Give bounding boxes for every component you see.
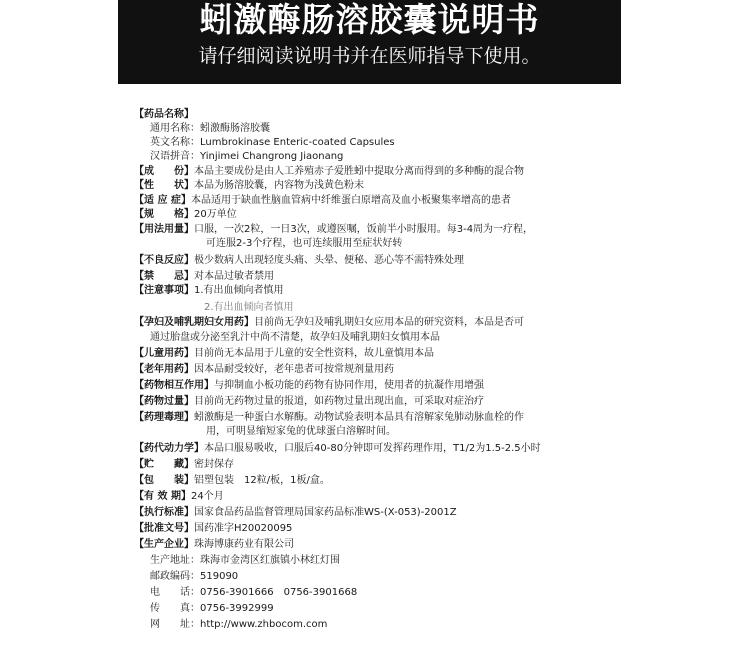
dosage-continued: 可连服2-3个疗程，也可连续服用至症状好转 <box>206 238 403 249</box>
generic-name: 通用名称：蚓激酶肠溶胶囊 <box>150 123 270 134</box>
section-specification: 【规 格】20万单位 <box>134 209 237 220</box>
section-manufacturer: 【生产企业】珠海博康药业有限公司 <box>134 539 294 550</box>
section-pharmacokinetics: 【药代动力学】本品口服易吸收，口服后40-80分钟即可发挥药理作用，T1/2为1.5-2.5小时 <box>134 443 541 454</box>
section-shelf-life: 【有 效 期】24个月 <box>134 491 224 502</box>
section-adverse-reactions: 【不良反应】极少数病人出现轻度头痛、头晕、便秘、恶心等不需特殊处理 <box>134 255 464 266</box>
section-appearance: 【性 状】本品为肠溶胶囊，内容物为浅黄色粉末 <box>134 180 364 191</box>
document-subtitle: 请仔细阅读说明书并在医师指导下使用。 <box>198 45 541 67</box>
document-header <box>118 0 621 84</box>
postal-code: 邮政编码：519090 <box>150 571 239 582</box>
section-pharmacology: 【药理毒理】蚓激酶是一种蛋白水解酶。动物试验表明本品具有溶解家兔肺动脉血栓的作 <box>134 412 524 423</box>
telephone: 电 话：0756-3901666 0756-3901668 <box>150 587 358 598</box>
section-standard: 【执行标准】国家食品药品监督管理局国家药品标准WS-(X-053)-2001Z <box>134 507 457 518</box>
section-ingredients: 【成 份】本品主要成份是由人工养殖赤子爱胜蚓中提取分离而得到的多种酶的混合物 <box>134 166 524 177</box>
precautions-item-2: 2.有出血倾向者慎用 <box>204 302 294 313</box>
section-dosage: 【用法用量】口服，一次2粒，一日3次，或遵医嘱，饭前半小时服用。每3-4周为一疗程， <box>134 224 534 235</box>
section-approval-number: 【批准文号】国药准字H20020095 <box>134 523 293 534</box>
section-geriatric: 【老年用药】因本品耐受较好，老年患者可按常规剂量用药 <box>134 364 394 375</box>
manufacturer-address: 生产地址：珠海市金湾区红旗镇小林红灯围 <box>150 555 340 566</box>
website[interactable]: 网 址：http://www.zhbocom.com <box>150 619 328 630</box>
section-pregnancy: 【孕妇及哺乳期妇女用药】目前尚无孕妇及哺乳期妇女应用本品的研究资料，本品是否可 <box>134 317 524 328</box>
fax: 传 真：0756-3992999 <box>150 603 274 614</box>
pregnancy-continued: 通过胎盘或分泌至乳汁中尚不清楚，故孕妇及哺乳期妇女慎用本品 <box>150 332 440 343</box>
section-storage: 【贮 藏】密封保存 <box>134 459 234 470</box>
section-overdose: 【药物过量】目前尚无药物过量的报道，如药物过量出现出血，可采取对症治疗 <box>134 396 484 407</box>
document-title: 蚓激酶肠溶胶囊说明书 <box>199 0 540 39</box>
section-interactions: 【药物相互作用】与抑制血小板功能的药物有协同作用，使用者的抗凝作用增强 <box>134 380 484 391</box>
section-contraindications: 【禁 忌】对本品过敏者禁用 <box>134 271 274 282</box>
section-indications: 【适 应 症】本品适用于缺血性脑血管病中纤维蛋白原增高及血小板聚集率增高的患者 <box>134 195 511 206</box>
pinyin-name: 汉语拼音：Yinjimei Changrong Jiaonang <box>150 151 344 162</box>
section-packaging: 【包 装】铝塑包装 12粒/板，1板/盒。 <box>134 475 330 486</box>
pharmacology-continued: 用，可明显缩短家兔的优球蛋白溶解时间。 <box>206 426 396 437</box>
english-name: 英文名称：Lumbrokinase Enteric-coated Capsules <box>150 137 395 148</box>
section-pediatric: 【儿童用药】目前尚无本品用于儿童的安全性资料，故儿童慎用本品 <box>134 348 434 359</box>
section-drug-name: 【药品名称】 <box>134 109 194 120</box>
section-precautions: 【注意事项】1.有出血倾向者慎用 <box>134 285 284 296</box>
